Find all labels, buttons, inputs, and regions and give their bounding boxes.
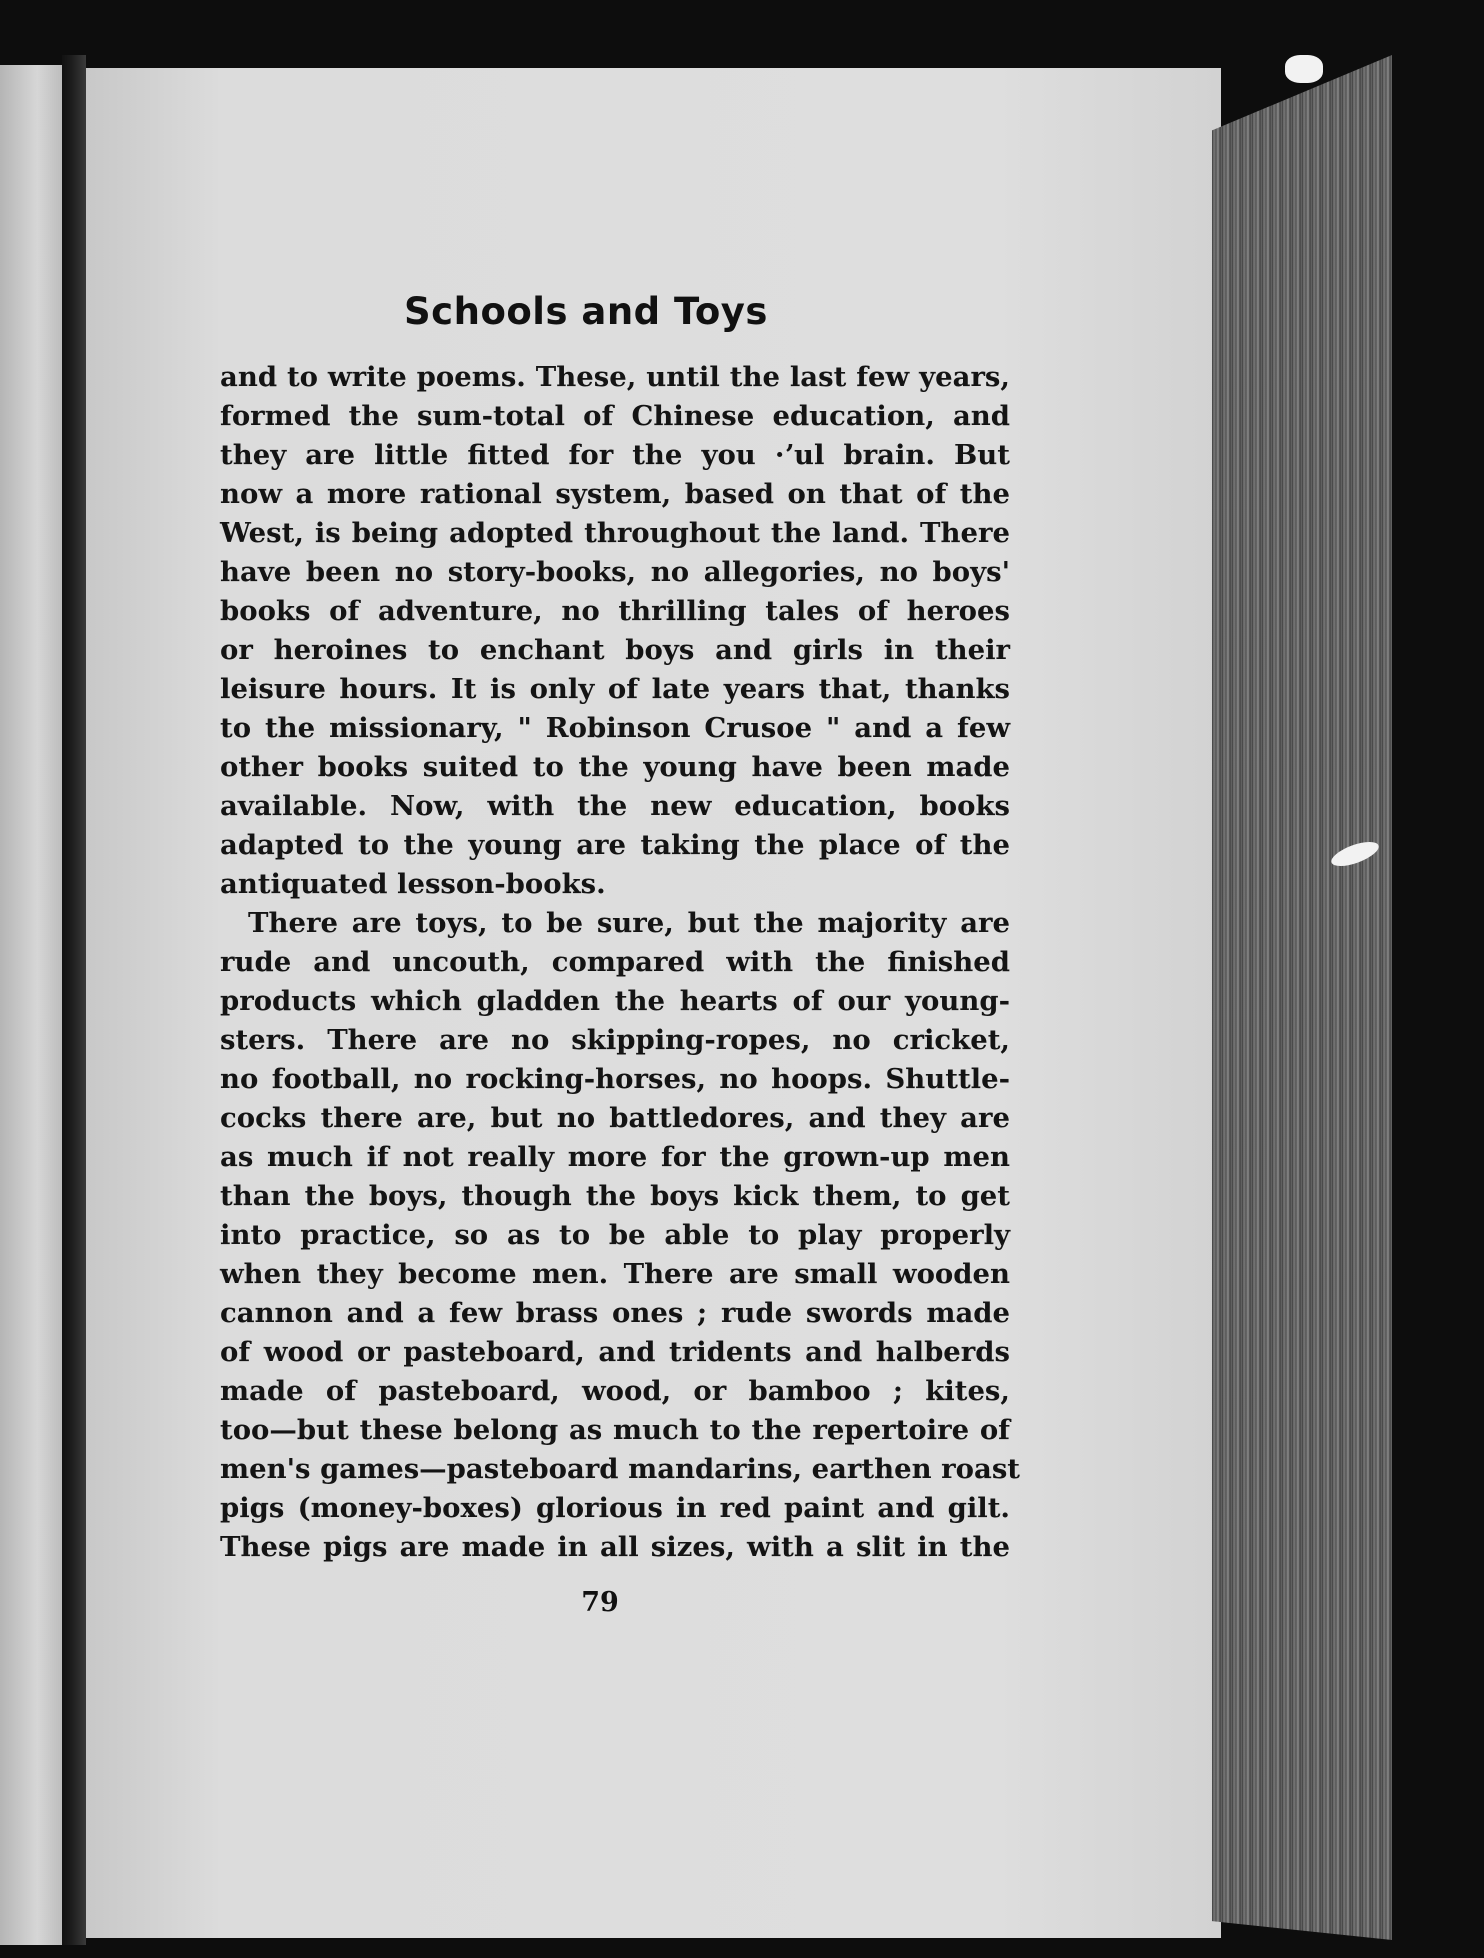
text-line: leisure hours. It is only of late years that, thanks [220, 673, 1010, 705]
text-line: no football, no rocking-horses, no hoops. Shuttle- [220, 1063, 1010, 1095]
paragraph-2 [220, 904, 1021, 1567]
text-line: cannon and a few brass ones ; rude swords made [220, 1297, 1010, 1329]
left-page-edge [0, 65, 62, 1945]
text-line: antiquated lesson-books. [220, 868, 606, 900]
text-line: formed the sum-total of Chinese education, and [220, 400, 1010, 432]
text-line: now a more rational system, based on that of the [220, 478, 1010, 510]
text-line: pigs (money-boxes) glorious in red paint and gilt. [220, 1492, 1010, 1524]
page-number: 79 [581, 1587, 619, 1618]
text-line: other books suited to the young have been made [220, 751, 1010, 783]
text-line: men's games—pasteboard mandarins, earthen roast [220, 1453, 1021, 1485]
text-line: or heroines to enchant boys and girls in their [220, 634, 1010, 666]
text-line: too—but these belong as much to the repertoire of [220, 1414, 1010, 1446]
text-line: than the boys, though the boys kick them, to get [220, 1180, 1010, 1212]
text-line: adapted to the young are taking the place of the [220, 829, 1010, 861]
text-line: of wood or pasteboard, and tridents and halberds [220, 1336, 1010, 1368]
text-line: West, is being adopted throughout the land. There [220, 517, 1010, 549]
text-line: to the missionary, " Robinson Crusoe " and a few [220, 712, 1010, 744]
text-line: have been no story-books, no allegories, no boys' [220, 556, 1010, 588]
text-line: when they become men. There are small wooden [220, 1258, 1010, 1290]
edge-blemish [1285, 55, 1323, 83]
text-line: books of adventure, no thrilling tales of heroes [220, 595, 1010, 627]
text-line: and to write poems. These, until the last few years, [220, 361, 1010, 393]
text-line: sters. There are no skipping-ropes, no cricket, [220, 1024, 1010, 1056]
book-gutter [62, 55, 86, 1945]
text-line: rude and uncouth, compared with the finished [220, 946, 1010, 978]
text-line: as much if not really more for the grown-up men [220, 1141, 1010, 1173]
paragraph-1 [220, 358, 1010, 904]
text-line: These pigs are made in all sizes, with a slit in the [220, 1531, 1010, 1563]
text-line: available. Now, with the new education, books [220, 790, 1010, 822]
text-line: cocks there are, but no battledores, and they are [220, 1102, 1010, 1134]
text-line: into practice, so as to be able to play properly [220, 1219, 1010, 1251]
text-line: There are toys, to be sure, but the majority are [248, 907, 1010, 939]
page-edges [1212, 55, 1392, 1940]
text-line: products which gladden the hearts of our young- [220, 985, 1010, 1017]
text-line: made of pasteboard, wood, or bamboo ; kites, [220, 1375, 1010, 1407]
page-heading: Schools and Toys [404, 290, 768, 333]
text-line: they are little fitted for the you ·ʼul brain. But [220, 439, 1010, 471]
body-text [220, 358, 1021, 1567]
